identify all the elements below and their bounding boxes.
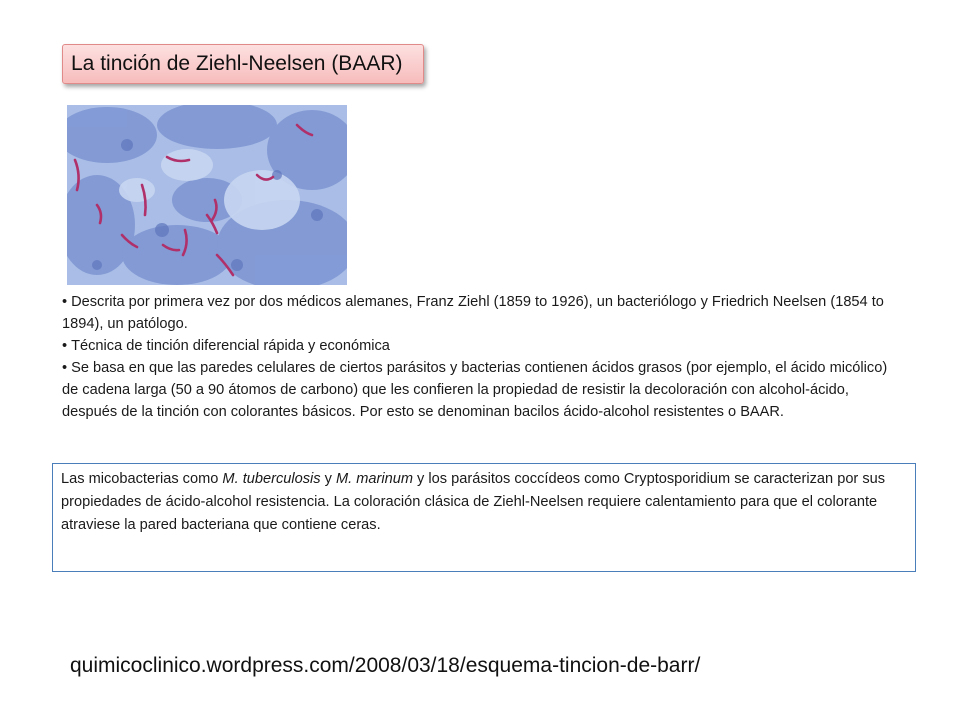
bullet-item: • Descrita por primera vez por dos médicos alemanes, Franz Ziehl (1859 to 1926), un bacteriólogo y Friedrich Neelsen (1854 to 1894), un patólogo. — [62, 291, 902, 335]
source-url: quimicoclinico.wordpress.com/2008/03/18/esquema-tincion-de-barr/ — [70, 654, 701, 677]
micrograph-image — [67, 105, 347, 285]
bullet-list — [62, 291, 902, 423]
note-species-2: M. marinum — [335, 471, 413, 487]
note-text: y — [320, 471, 336, 487]
bullet-item: • Se basa en que las paredes celulares de ciertos parásitos y bacterias contienen ácidos grasos (por ejemplo, el ácido micólico) de cadena larga (50 a 90 átomos de carbono) que les confieren la propiedad de resistir la decoloración con alcohol-ácido, después de la tinción con colorantes básicos. Por esto se denominan bacilos ácido-alcohol resistentes o BAAR. — [62, 357, 902, 423]
slide-title-text: La tinción de Ziehl-Neelsen (BAAR) — [71, 52, 403, 75]
slide-title — [62, 44, 424, 84]
micrograph-icon — [67, 105, 347, 285]
note-text: Las micobacterias como — [61, 471, 223, 487]
bullet-item: • Técnica de tinción diferencial rápida y económica — [62, 335, 902, 357]
note-species-1: M. tuberculosis — [222, 471, 321, 487]
note-text: y los parásitos coccídeos como Cryptosporidium se caracterizan por sus propiedades de ácido-alcohol resistencia. La coloración clásica de Ziehl-Neelsen requiere calentamiento para que el colorante atraviese la pared bacteriana que contiene ceras. — [61, 471, 886, 533]
note-box — [52, 463, 916, 572]
